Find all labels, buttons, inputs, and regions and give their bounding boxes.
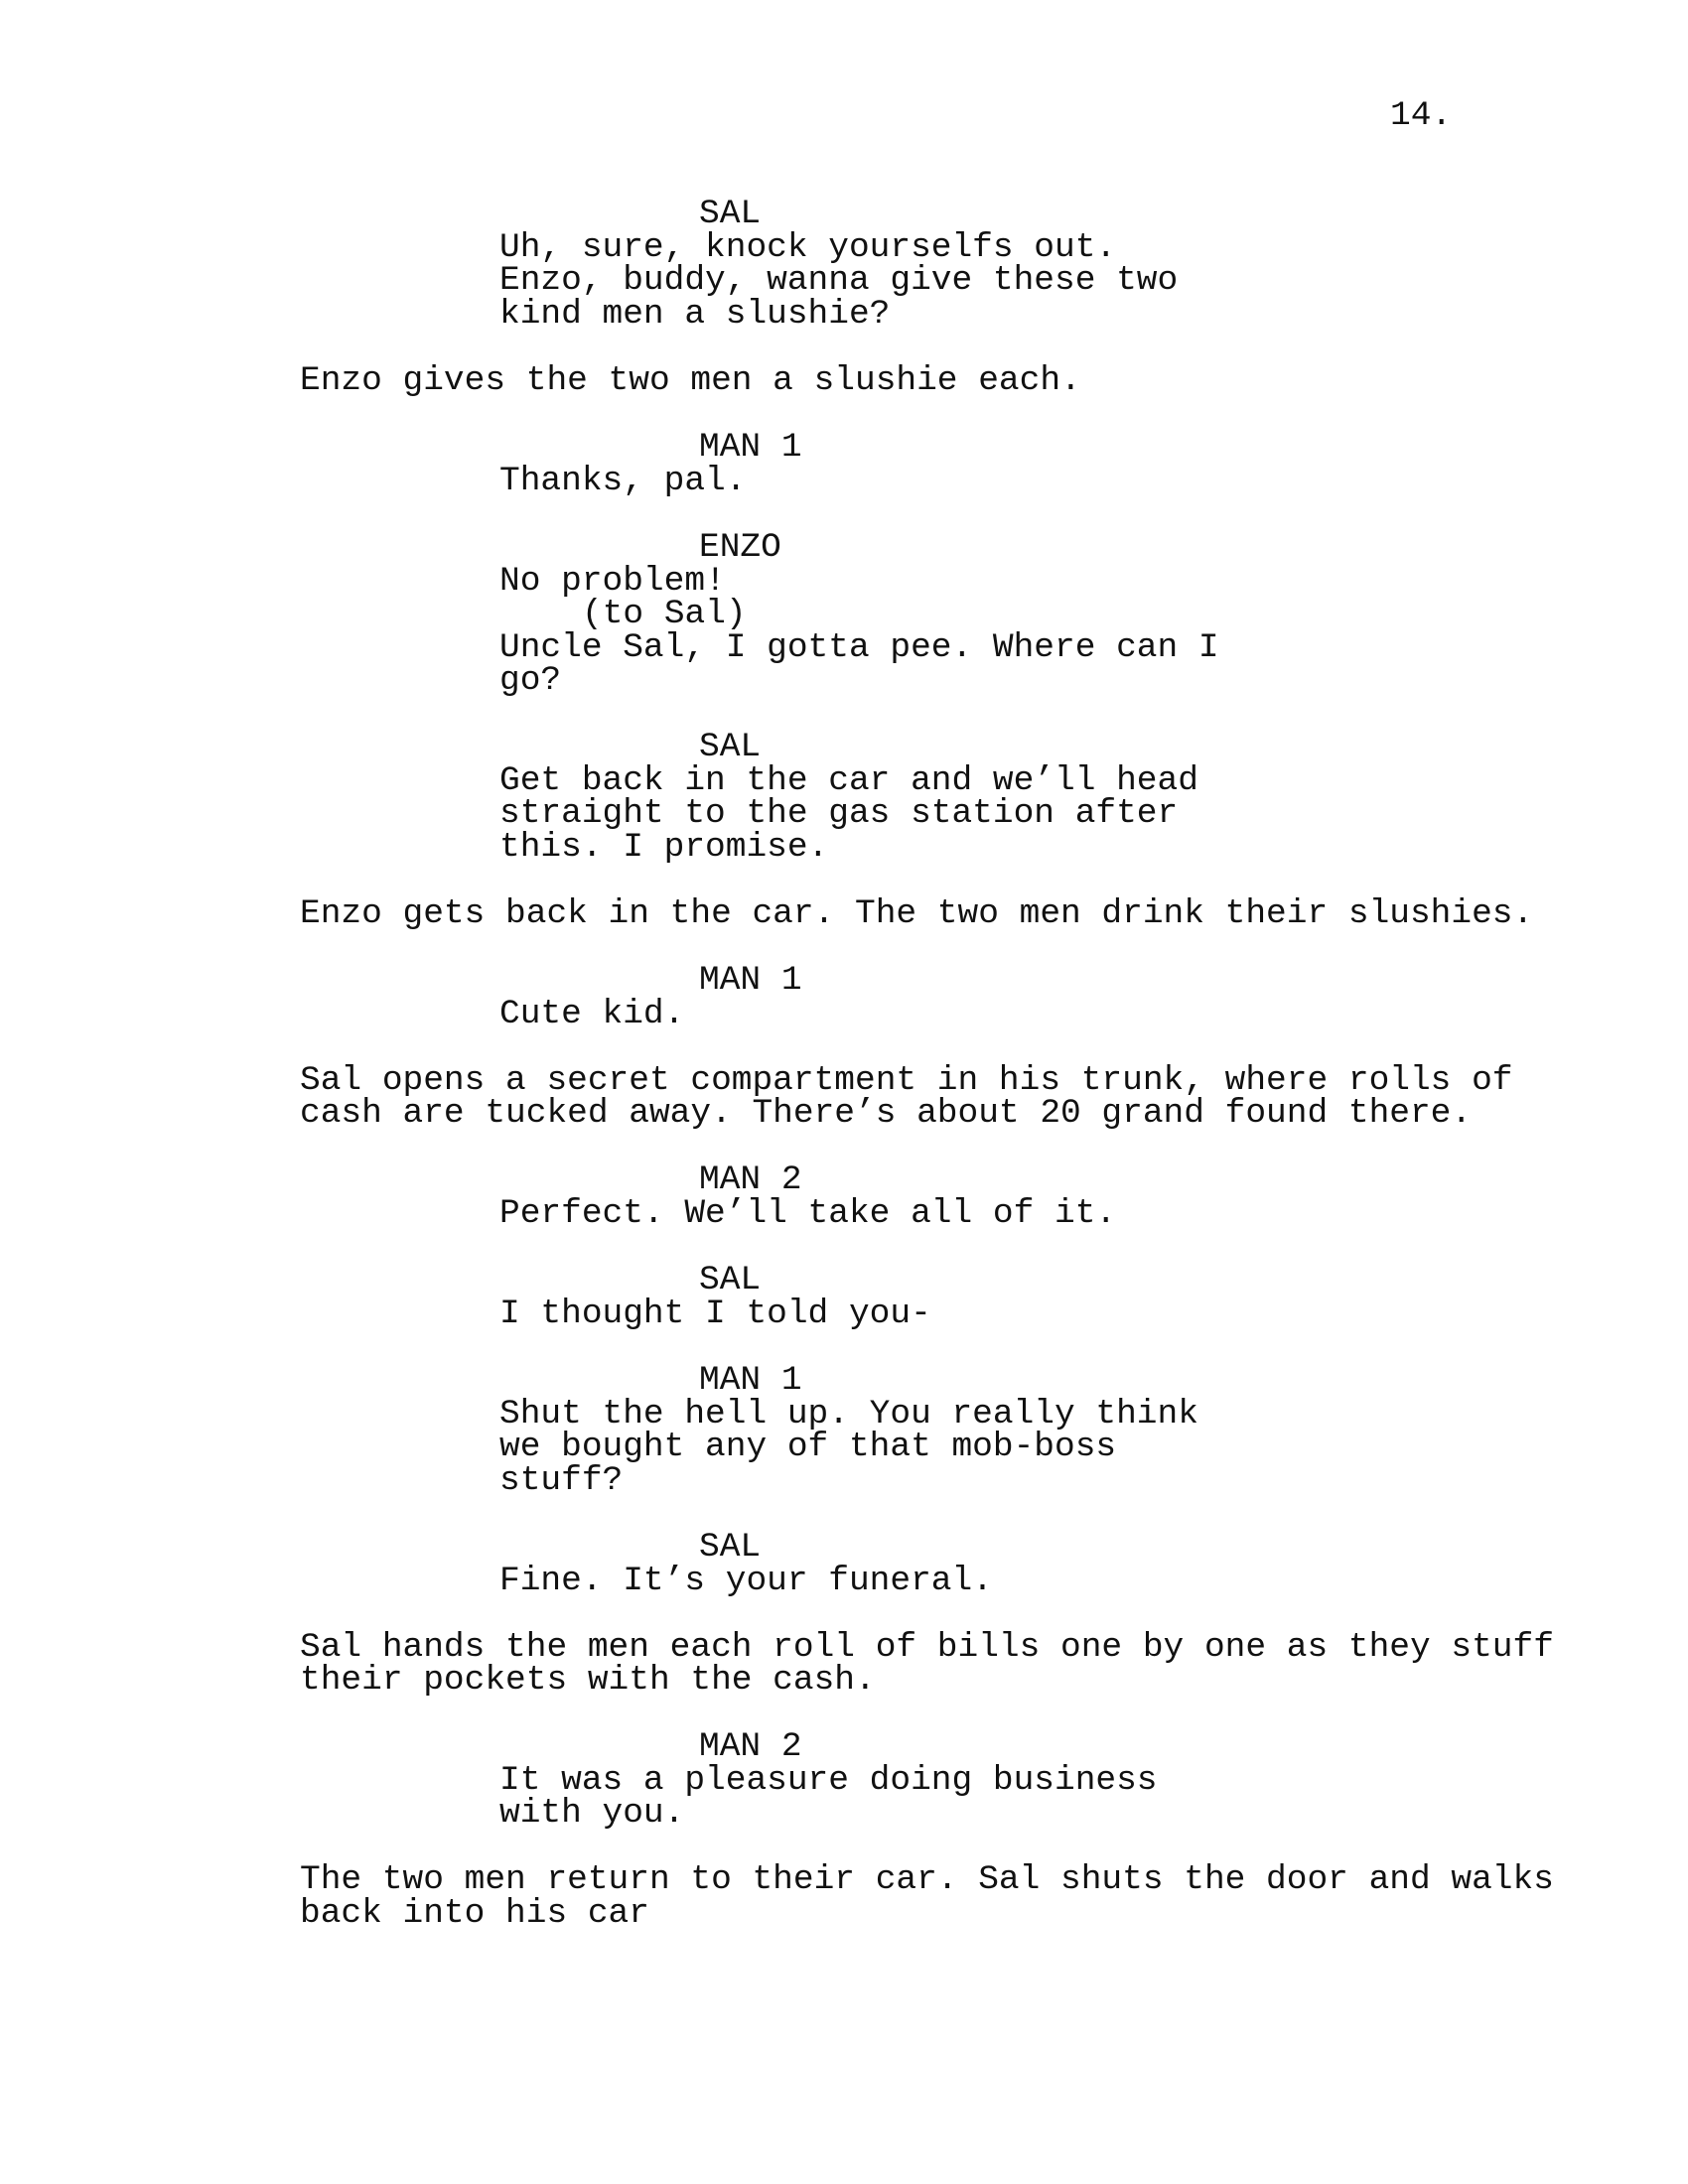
action-line: Enzo gets back in the car. The two men drink their slushies. xyxy=(300,894,1534,933)
dialogue-line: we bought any of that mob-boss xyxy=(499,1428,1117,1466)
dialogue-line: It was a pleasure doing business xyxy=(499,1761,1158,1800)
dialogue-line: No problem! xyxy=(499,562,726,601)
dialogue-line: Perfect. We’ll take all of it. xyxy=(499,1194,1117,1233)
character-name: SAL xyxy=(699,195,762,233)
dialogue-line: stuff? xyxy=(499,1461,624,1500)
dialogue-line: kind men a slushie? xyxy=(499,295,891,334)
character-name: MAN 2 xyxy=(699,1727,802,1766)
dialogue-line: Fine. It’s your funeral. xyxy=(499,1562,993,1600)
dialogue-line: Uncle Sal, I gotta pee. Where can I xyxy=(499,628,1219,667)
dialogue-line: Enzo, buddy, wanna give these two xyxy=(499,261,1179,300)
dialogue-line: Thanks, pal. xyxy=(499,462,747,500)
action-line: Sal opens a secret compartment in his trunk, where rolls of xyxy=(300,1061,1513,1100)
action-line: their pockets with the cash. xyxy=(300,1661,876,1700)
dialogue-line: straight to the gas station after xyxy=(499,794,1179,833)
character-name: MAN 1 xyxy=(699,961,802,1000)
action-line: The two men return to their car. Sal shuts the door and walks xyxy=(300,1860,1554,1899)
action-line: back into his car xyxy=(300,1894,649,1933)
character-name: ENZO xyxy=(699,528,781,567)
character-name: MAN 1 xyxy=(699,428,802,467)
dialogue-line: Shut the hell up. You really think xyxy=(499,1395,1198,1433)
dialogue-line: with you. xyxy=(499,1794,685,1833)
dialogue-line: go? xyxy=(499,661,562,700)
action-line: Enzo gives the two men a slushie each. xyxy=(300,361,1081,400)
action-line: Sal hands the men each roll of bills one by one as they stuff xyxy=(300,1628,1554,1667)
character-name: MAN 2 xyxy=(699,1160,802,1199)
dialogue-line: Get back in the car and we’ll head xyxy=(499,761,1198,800)
dialogue-line: Cute kid. xyxy=(499,995,685,1033)
character-name: SAL xyxy=(699,1528,762,1567)
dialogue-line: I thought I told you- xyxy=(499,1295,931,1333)
dialogue-line: this. I promise. xyxy=(499,828,829,867)
character-name: SAL xyxy=(699,1261,762,1299)
action-line: cash are tucked away. There’s about 20 grand found there. xyxy=(300,1094,1473,1133)
page-number: 14. xyxy=(1390,96,1453,135)
character-name: SAL xyxy=(699,728,762,766)
dialogue-line: Uh, sure, knock yourselfs out. xyxy=(499,228,1117,267)
parenthetical: (to Sal) xyxy=(582,595,747,633)
character-name: MAN 1 xyxy=(699,1361,802,1400)
